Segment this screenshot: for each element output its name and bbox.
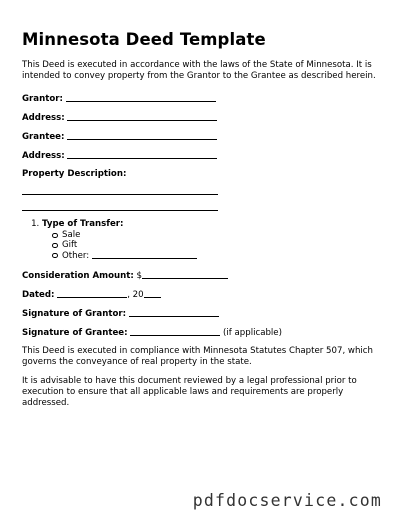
consideration-label: Consideration Amount: [22, 270, 134, 281]
grantor-address-blank[interactable] [67, 112, 217, 121]
property-description-line-2[interactable] [22, 210, 218, 211]
grantee-blank[interactable] [67, 131, 217, 140]
closing-paragraph-statute: This Deed is executed in compliance with Minnesota Statutes Chapter 507, which governs the conveyance of real property in the state. [22, 345, 373, 367]
year-prefix: , 20 [127, 289, 144, 300]
grantor-field [22, 93, 384, 105]
grantor-signature-label: Signature of Grantor: [22, 308, 127, 319]
document-title: Minnesota Deed Template [22, 30, 266, 49]
closing-paragraph-advice: It is advisable to have this document reviewed by a legal professional prior to execution to ensure that all applicable laws and requirements are properly addressed. [22, 375, 357, 408]
grantee-signature-blank[interactable] [130, 327, 220, 336]
transfer-type-item [42, 219, 384, 261]
grantee-address-field [22, 150, 384, 162]
option-label: Sale [62, 229, 81, 240]
grantor-address-label: Address: [22, 113, 65, 123]
grantor-blank[interactable] [66, 93, 216, 102]
currency-symbol: $ [136, 270, 142, 281]
property-description-line-1[interactable] [22, 194, 218, 195]
option-label: Gift [62, 239, 78, 250]
watermark-text: pdfdocservice.com [192, 491, 382, 510]
grantee-signature-note: (if applicable) [223, 327, 282, 338]
grantee-signature-field [22, 327, 384, 339]
grantor-label: Grantor: [22, 94, 63, 104]
grantee-signature-label: Signature of Grantee: [22, 327, 128, 338]
dated-blank[interactable] [57, 289, 127, 298]
grantor-address-field [22, 112, 384, 124]
other-blank[interactable] [92, 250, 197, 259]
transfer-option-sale[interactable] [62, 230, 384, 240]
grantor-signature-field [22, 308, 384, 320]
transfer-list [22, 219, 384, 261]
transfer-option-other[interactable] [62, 250, 384, 261]
consideration-blank[interactable] [142, 270, 228, 279]
property-description-label: Property Description: [22, 169, 127, 179]
dated-label: Dated: [22, 289, 55, 300]
transfer-type-label: Type of Transfer: [42, 219, 124, 229]
grantor-signature-blank[interactable] [129, 308, 219, 317]
dated-field [22, 289, 384, 301]
grantee-address-label: Address: [22, 151, 65, 161]
transfer-options [42, 230, 384, 261]
grantee-label: Grantee: [22, 132, 65, 142]
intro-paragraph: This Deed is executed in accordance with the laws of the State of Minnesota. It is intended to convey property from the Grantor to the Grantee as described herein. [22, 60, 376, 81]
year-blank[interactable] [144, 289, 161, 298]
grantee-address-blank[interactable] [67, 150, 217, 159]
option-label: Other: [62, 250, 90, 261]
transfer-option-gift[interactable] [62, 240, 384, 250]
consideration-field [22, 270, 384, 282]
grantee-field [22, 131, 384, 143]
